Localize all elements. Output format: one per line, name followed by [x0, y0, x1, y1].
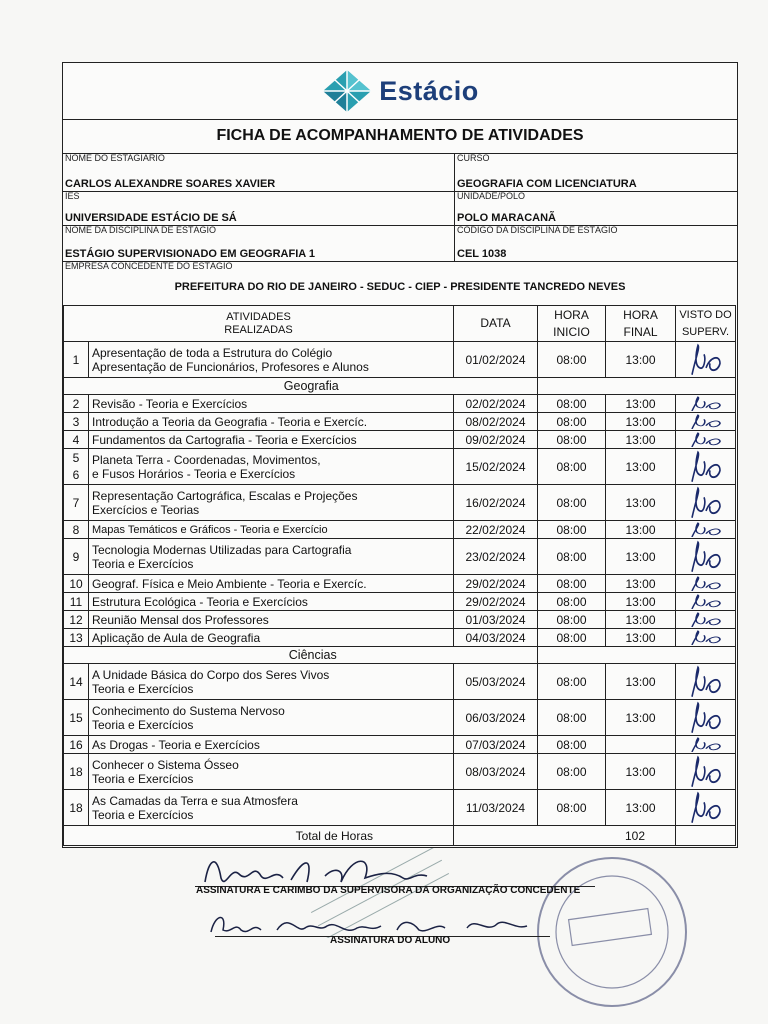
row-end: 13:00 [606, 611, 676, 629]
section-ciencias: Ciências [89, 647, 538, 664]
table-header-row [64, 306, 736, 342]
table-row [64, 575, 736, 593]
row-date: 29/02/2024 [454, 575, 538, 593]
section-row-geografia [64, 378, 736, 395]
header-hora-inicio: HORA INICIO [538, 306, 606, 342]
row-date: 11/03/2024 [454, 790, 538, 826]
row-number: 15 [64, 700, 89, 736]
row-start: 08:00 [538, 342, 606, 378]
info-row-disciplina [63, 225, 737, 262]
table-row [64, 736, 736, 754]
row-number: 4 [64, 431, 89, 449]
row-activity: As Drogas - Teoria e Exercícios [89, 736, 454, 754]
row-number: 16 [64, 736, 89, 754]
row-end: 13:00 [606, 431, 676, 449]
row-number: 11 [64, 593, 89, 611]
row-start: 08:00 [538, 611, 606, 629]
row-activity: Mapas Temáticos e Gráficos - Teoria e Exercício [89, 521, 454, 539]
row-number: 14 [64, 664, 89, 700]
visto-signature-icon [676, 754, 736, 790]
row-end: 13:00 [606, 449, 676, 485]
total-label: Total de Horas [64, 826, 454, 846]
row-end: 13:00 [606, 485, 676, 521]
row-number: 9 [64, 539, 89, 575]
header-hora-final: HORA FINAL [606, 306, 676, 342]
section-row-ciencias [64, 647, 736, 664]
visto-signature-icon [676, 485, 736, 521]
row-activity: Geograf. Física e Meio Ambiente - Teoria e Exercíc. [89, 575, 454, 593]
row-date: 05/03/2024 [454, 664, 538, 700]
row-start: 08:00 [538, 413, 606, 431]
row-number: 7 [64, 485, 89, 521]
visto-signature-icon [676, 449, 736, 485]
visto-signature-icon [676, 395, 736, 413]
row-activity: Introdução a Teoria da Geografia - Teoria e Exercíc. [89, 413, 454, 431]
curso-label: CURSO [457, 153, 490, 163]
visto-signature-icon [676, 790, 736, 826]
visto-signature-icon [676, 700, 736, 736]
table-row [64, 611, 736, 629]
row-activity: As Camadas da Terra e sua Atmosfera Teoria e Exercícios [89, 790, 454, 826]
header-atividades: ATIVIDADES REALIZADAS [64, 306, 454, 342]
row-number: 18 [64, 790, 89, 826]
row-number: 2 [64, 395, 89, 413]
table-row [64, 754, 736, 790]
activity-form [62, 62, 738, 848]
header-visto: VISTO DO SUPERV. [676, 306, 736, 342]
row-date: 16/02/2024 [454, 485, 538, 521]
row-end: 13:00 [606, 413, 676, 431]
visto-signature-icon [676, 629, 736, 647]
ies-value: UNIVERSIDADE ESTÁCIO DE SÁ [65, 212, 237, 224]
info-row-nome [63, 153, 737, 192]
row-start: 08:00 [538, 629, 606, 647]
brand-name: Estácio [379, 75, 479, 106]
signature-area [0, 848, 768, 1024]
row-activity: Conhecimento do Sustema Nervoso Teoria e Exercícios [89, 700, 454, 736]
supervisor-signature-label: ASSINATURA E CARIMBO DA SUPERVISORA DA ORGANIZAÇÃO CONCEDENTE [196, 885, 581, 896]
row-start: 08:00 [538, 593, 606, 611]
visto-signature-icon [676, 539, 736, 575]
visto-signature-icon [676, 521, 736, 539]
row-number: 10 [64, 575, 89, 593]
row-start: 08:00 [538, 539, 606, 575]
row-end: 13:00 [606, 754, 676, 790]
row-date: 02/02/2024 [454, 395, 538, 413]
table-row [64, 342, 736, 378]
disciplina-value: ESTÁGIO SUPERVISIONADO EM GEOGRAFIA 1 [65, 248, 315, 260]
nome-label: NOME DO ESTAGIARIO [65, 153, 165, 163]
row-date: 15/02/2024 [454, 449, 538, 485]
unidade-value: POLO MARACANÃ [457, 212, 556, 224]
row-end: 13:00 [606, 664, 676, 700]
estacio-logo-icon [321, 68, 373, 114]
empresa-label: EMPRESA CONCEDENTE DO ESTÁGIO [65, 261, 233, 271]
table-row [64, 485, 736, 521]
row-start: 08:00 [538, 485, 606, 521]
curso-value: GEOGRAFIA COM LICENCIATURA [457, 178, 637, 190]
form-title: FICHA DE ACOMPANHAMENTO DE ATIVIDADES [63, 119, 737, 154]
row-date: 01/03/2024 [454, 611, 538, 629]
row-date: 04/03/2024 [454, 629, 538, 647]
visto-signature-icon [676, 413, 736, 431]
row-start: 08:00 [538, 431, 606, 449]
row-activity: Reunião Mensal dos Professores [89, 611, 454, 629]
row-date: 06/03/2024 [454, 700, 538, 736]
visto-signature-icon [676, 593, 736, 611]
row-date: 08/03/2024 [454, 754, 538, 790]
header-data: DATA [454, 306, 538, 342]
row-activity: Conhecer o Sistema Ósseo Teoria e Exercícios [89, 754, 454, 790]
total-row [64, 826, 736, 846]
row-start: 08:00 [538, 754, 606, 790]
row-date: 29/02/2024 [454, 593, 538, 611]
row-end: 13:00 [606, 521, 676, 539]
table-row [64, 629, 736, 647]
row-start: 08:00 [538, 664, 606, 700]
visto-signature-icon [676, 664, 736, 700]
row-date: 23/02/2024 [454, 539, 538, 575]
row-number: 3 [64, 413, 89, 431]
row-number: 12 [64, 611, 89, 629]
row-start: 08:00 [538, 700, 606, 736]
row-activity: Apresentação de toda a Estrutura do Colégio Apresentação de Funcionários, Profesores e Alunos [89, 342, 454, 378]
visto-signature-icon [676, 736, 736, 754]
row-end: 13:00 [606, 593, 676, 611]
row-date: 07/03/2024 [454, 736, 538, 754]
row-date: 22/02/2024 [454, 521, 538, 539]
table-row [64, 700, 736, 736]
activities-table [63, 305, 736, 846]
row-end: 13:00 [606, 539, 676, 575]
row-number: 13 [64, 629, 89, 647]
row-end: 13:00 [606, 790, 676, 826]
visto-signature-icon [676, 575, 736, 593]
header-logo-row [63, 63, 737, 120]
student-signature-label: ASSINATURA DO ALUNO [330, 935, 451, 946]
row-activity: Estrutura Ecológica - Teoria e Exercícios [89, 593, 454, 611]
row-activity: Representação Cartográfica, Escalas e Projeções Exercícios e Teorias [89, 485, 454, 521]
row-activity: Tecnologia Modernas Utilizadas para Cartografia Teoria e Exercícios [89, 539, 454, 575]
row-end: 13:00 [606, 575, 676, 593]
section-geografia: Geografia [89, 378, 538, 395]
visto-signature-icon [676, 342, 736, 378]
row-start: 08:00 [538, 575, 606, 593]
row-start: 08:00 [538, 395, 606, 413]
row-start: 08:00 [538, 790, 606, 826]
row-start: 08:00 [538, 521, 606, 539]
row-end [606, 736, 676, 754]
row-end: 13:00 [606, 629, 676, 647]
visto-signature-icon [676, 431, 736, 449]
row-end: 13:00 [606, 700, 676, 736]
nome-value: CARLOS ALEXANDRE SOARES XAVIER [65, 178, 276, 190]
stamp-icon [530, 848, 695, 1018]
row-activity: A Unidade Básica do Corpo dos Seres Vivos Teoria e Exercícios [89, 664, 454, 700]
row-number: 18 [64, 754, 89, 790]
table-row [64, 431, 736, 449]
table-row [64, 790, 736, 826]
table-row [64, 413, 736, 431]
row-date: 08/02/2024 [454, 413, 538, 431]
info-row-empresa [63, 261, 737, 305]
ies-label: IES [65, 191, 80, 201]
row-start: 08:00 [538, 736, 606, 754]
table-row [64, 395, 736, 413]
row-activity: Revisão - Teoria e Exercícios [89, 395, 454, 413]
row-activity: Fundamentos da Cartografia - Teoria e Exercícios [89, 431, 454, 449]
row-number: 8 [64, 521, 89, 539]
row-date: 01/02/2024 [454, 342, 538, 378]
unidade-label: UNIDADE/POLO [457, 191, 526, 201]
row-activity: Planeta Terra - Coordenadas, Movimentos, e Fusos Horários - Teoria e Exercícios [89, 449, 454, 485]
info-row-ies [63, 191, 737, 226]
row-date: 09/02/2024 [454, 431, 538, 449]
total-value: 102 [454, 826, 676, 846]
row-number: 5 6 [64, 449, 89, 485]
table-row [64, 521, 736, 539]
table-row [64, 539, 736, 575]
row-number: 1 [64, 342, 89, 378]
codigo-value: CEL 1038 [457, 248, 507, 260]
table-row [64, 593, 736, 611]
row-activity: Aplicação de Aula de Geografia [89, 629, 454, 647]
disciplina-label: NOME DA DISCIPLINA DE ESTÁGIO [65, 225, 217, 235]
empresa-value: PREFEITURA DO RIO DE JANEIRO - SEDUC - CIEP - PRESIDENTE TANCREDO NEVES [174, 281, 626, 293]
visto-signature-icon [676, 611, 736, 629]
row-end: 13:00 [606, 395, 676, 413]
codigo-label: CODIGO DA DISCIPLINA DE ESTÁGIO [457, 225, 618, 235]
table-row [64, 664, 736, 700]
table-row [64, 449, 736, 485]
row-start: 08:00 [538, 449, 606, 485]
row-end: 13:00 [606, 342, 676, 378]
